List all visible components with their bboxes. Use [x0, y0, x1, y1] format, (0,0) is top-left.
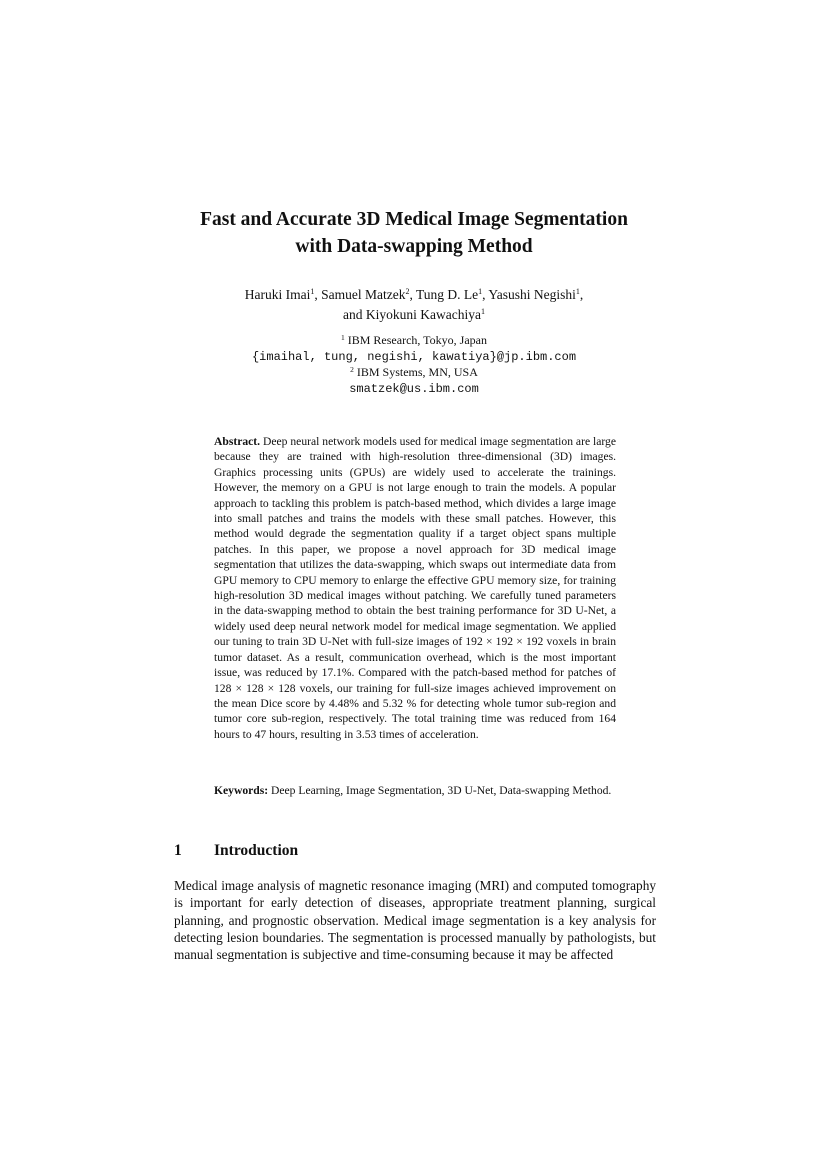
- keywords-label: Keywords:: [214, 784, 269, 797]
- affiliation-mark: 1: [341, 333, 345, 342]
- authors-line-2: [0, 306, 828, 326]
- authors-line-1: [0, 286, 828, 306]
- email-line-1: {imaihal, tung, negishi, kawatiya}@jp.ibm.com: [251, 349, 577, 364]
- author-name: Haruki Imai: [244, 287, 311, 302]
- paper-title: [0, 206, 828, 260]
- section-number: 1: [174, 842, 182, 859]
- abstract-text: Deep neural network models used for medical image segmentation are large because they are trained with high-resolution three-dimensional (3D) images. Graphics processing units (GPUs) are widely used to accelerate the trainings. However, the memory on a GPU is not large enough to train the models. A popular approach to tackling this problem is patch-based method, which divides a large image into small patches and trains the models with these small patches. However, this method would degrade the segmentation quality if a target object spans multiple patches. In this paper, we propose a novel approach for 3D medical image segmentation that utilizes the data-swapping, which swaps out intermediate data from GPU memory to CPU memory to enlarge the effective GPU memory size, for training high-resolution 3D medical images without patching. We carefully tuned parameters in the data-swapping method to obtain the best training performance for 3D U-Net, a widely used deep neural network model for medical image segmentation. We applied our tuning to train 3D U-Net with full-size images of 192 × 192 × 192 voxels in brain tumor dataset. As a result, communication overhead, which is the most important issue, was reduced by 17.1%. Compared with the patch-based method for patches of 128 × 128 × 128 voxels, our training for full-size images achieved improvement on the mean Dice score by 4.48% and 5.32 % for detecting whole tumor sub-region and tumor core sub-region, respectively. The total training time was reduced from 164 hours to 47 hours, resulting in 3.53 times of acceleration.: [214, 435, 616, 741]
- abstract: [214, 434, 616, 742]
- affiliation-text: IBM Research, Tokyo, Japan: [347, 333, 487, 347]
- affiliation-text: IBM Systems, MN, USA: [356, 365, 478, 379]
- affiliation-2: [0, 365, 828, 382]
- affiliation-1: [0, 333, 828, 350]
- author-name: Samuel Matzek: [321, 287, 406, 302]
- affiliations: [0, 333, 828, 397]
- title-line-1: Fast and Accurate 3D Medical Image Segmentation: [200, 209, 628, 230]
- keywords-paragraph: [214, 783, 616, 798]
- author-affiliation-mark: 1: [478, 287, 483, 296]
- section-title: Introduction: [214, 842, 299, 859]
- author-affiliation-mark: 1: [480, 307, 485, 316]
- keywords: [214, 783, 616, 798]
- author-affiliation-mark: 1: [575, 287, 580, 296]
- title-line-2: with Data-swapping Method: [295, 236, 533, 257]
- affiliation-mark: 2: [350, 365, 354, 374]
- author-separator: ,: [314, 287, 322, 302]
- introduction-paragraph: Medical image analysis of magnetic resonance imaging (MRI) and computed tomography is important for early detection of diseases, appropriate treatment planning, surgical planning, and prognostic observation. Medical image segmentation is a key analysis for detecting lesion boundaries. The segmentation is processed manually by pathologists, but manual segmentation is subjective and time-consuming because it may be affected: [174, 878, 656, 963]
- section-heading-introduction: [174, 841, 298, 861]
- author-name: Kiyokuni Kawachiya: [365, 307, 481, 322]
- author-affiliation-mark: 2: [405, 287, 410, 296]
- author-name: Yasushi Negishi: [488, 287, 576, 302]
- keywords-text: Deep Learning, Image Segmentation, 3D U-Net, Data-swapping Method.: [268, 784, 612, 797]
- introduction-body: [174, 877, 656, 963]
- author-separator: ,: [579, 287, 584, 302]
- author-list: [0, 286, 828, 326]
- email-line-2: smatzek@us.ibm.com: [349, 381, 479, 396]
- abstract-label: Abstract.: [214, 435, 261, 448]
- author-conjunction: and: [343, 307, 366, 322]
- author-affiliation-mark: 1: [310, 287, 315, 296]
- author-separator: ,: [409, 287, 416, 302]
- author-separator: ,: [482, 287, 489, 302]
- author-name: Tung D. Le: [415, 287, 479, 302]
- abstract-paragraph: [214, 434, 616, 742]
